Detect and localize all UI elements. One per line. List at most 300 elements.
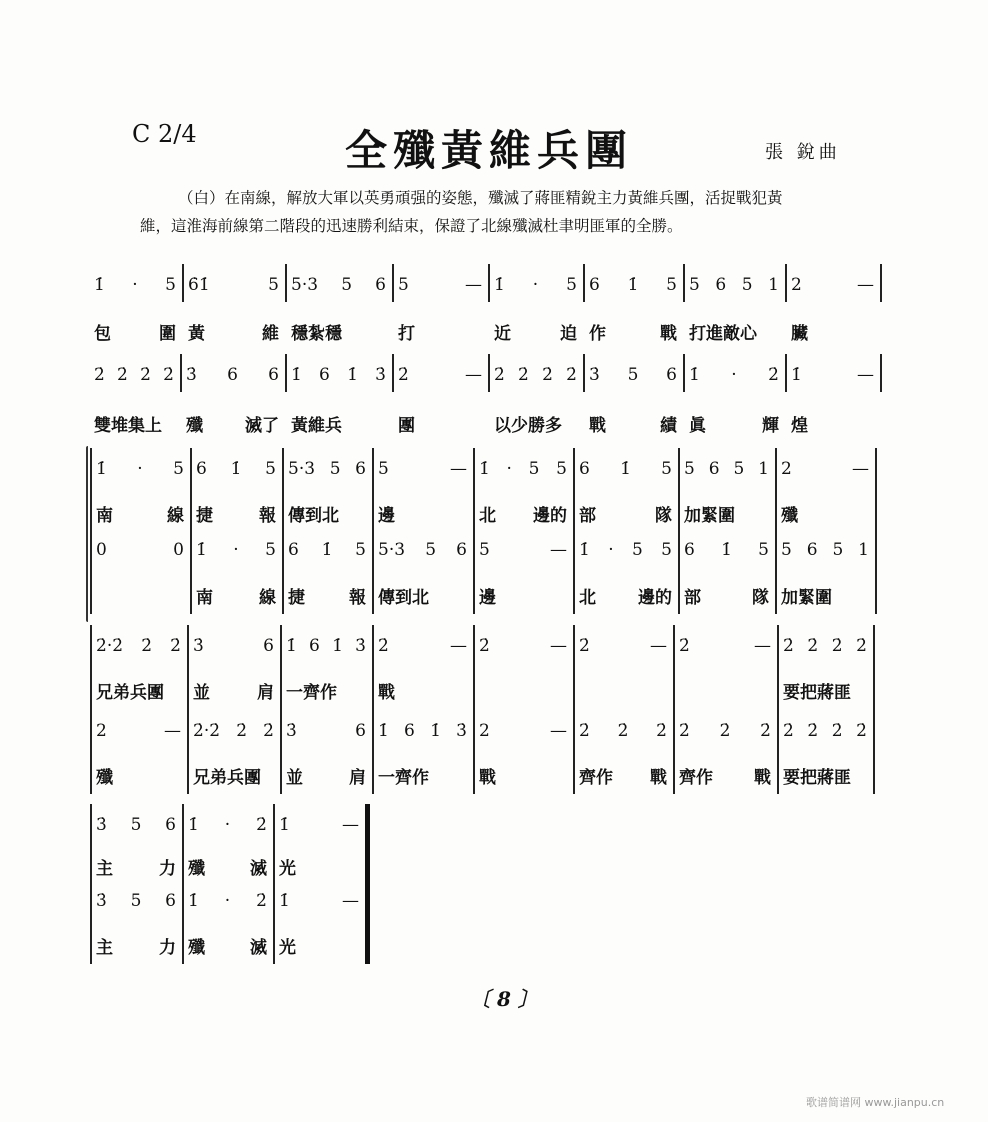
- lyric-text: 力: [159, 858, 176, 879]
- bar-line: [880, 264, 882, 302]
- lyric-text: 滅: [250, 937, 267, 958]
- lyric-text: 包: [94, 323, 111, 344]
- bar-line: [678, 448, 680, 614]
- note-measure: [583, 272, 683, 298]
- note: 3̇: [96, 815, 107, 835]
- note: 1̇: [230, 459, 242, 479]
- note: 2̇: [398, 365, 409, 385]
- bar-line: [392, 264, 394, 302]
- lyric-measure: [273, 932, 365, 958]
- note: 5: [832, 540, 844, 560]
- note: 3̇: [456, 721, 467, 741]
- note-measure: [673, 633, 777, 659]
- note-measure: [90, 812, 182, 838]
- note: 6: [806, 540, 818, 560]
- note: 1̇: [791, 365, 802, 385]
- note: 2̇: [579, 636, 590, 656]
- note: ·: [731, 365, 737, 385]
- lyric-measure: [187, 762, 280, 788]
- note-measure: [280, 718, 372, 744]
- note: 6: [227, 365, 238, 385]
- note: ·: [233, 540, 239, 560]
- note: ·: [224, 891, 231, 911]
- lyric-measure: [90, 853, 182, 879]
- note-measure: [583, 362, 683, 388]
- lyric-measure: [683, 318, 785, 344]
- bar-line: [90, 448, 92, 614]
- note: ·: [224, 815, 231, 835]
- note-measure: [473, 537, 573, 563]
- lyric-text: 並: [193, 682, 210, 703]
- lyric-text: 黃: [188, 323, 205, 344]
- note-measure: [775, 456, 875, 482]
- bar-line: [785, 354, 787, 392]
- note-measure: [190, 537, 282, 563]
- note: 6: [666, 365, 677, 385]
- note-measure: [473, 633, 573, 659]
- note-measure: [90, 633, 187, 659]
- lyric-text: 要把蔣匪: [783, 767, 851, 788]
- note-measure: [573, 537, 678, 563]
- note: 6: [355, 459, 366, 479]
- note: 6̇1̇: [188, 275, 210, 295]
- composer: 張 銳曲: [765, 142, 841, 163]
- note: 6: [589, 275, 600, 295]
- lyric-text: 煌: [791, 415, 808, 436]
- lyric-measure: [775, 582, 875, 608]
- lyric-measure: [90, 677, 187, 703]
- lyric-text: 以少勝多: [494, 415, 562, 436]
- bar-line: [573, 448, 575, 614]
- lyric-text: 績: [660, 415, 677, 436]
- note: 2̇: [263, 721, 274, 741]
- bar-line: [280, 625, 282, 794]
- intro-line-2: 維，這淮海前線第二階段的迅速勝利結束，保證了北線殲滅杜聿明匪軍的全勝。: [140, 217, 683, 235]
- lyric-text: 線: [259, 587, 276, 608]
- lyric-text: 要把蔣匪: [783, 682, 851, 703]
- bar-line: [372, 448, 374, 614]
- note-measure: [683, 272, 785, 298]
- note: 1̇: [494, 275, 505, 295]
- note: 2: [791, 275, 802, 295]
- lyric-measure: [88, 410, 180, 436]
- lyric-text: 戰: [660, 323, 677, 344]
- note: 2̇: [579, 721, 590, 741]
- note-measure: [182, 272, 285, 298]
- note-measure: [88, 362, 180, 388]
- note: 1: [858, 540, 869, 560]
- lyric-text: 滅了: [245, 415, 279, 436]
- lyric-measure: [182, 318, 285, 344]
- note: 2̇: [117, 365, 128, 385]
- lyric-measure: [372, 582, 473, 608]
- bar-line: [473, 625, 475, 794]
- note-measure: [273, 812, 365, 838]
- note-measure: [488, 362, 583, 388]
- song-title: 全殲黃維兵團: [345, 126, 634, 175]
- lyric-measure: [182, 853, 273, 879]
- note: 2̇: [783, 721, 794, 741]
- lyric-text: 隊: [752, 587, 769, 608]
- note: 5: [165, 275, 176, 295]
- note: 5: [781, 540, 792, 560]
- lyric-text: 邊: [479, 587, 496, 608]
- note: —: [450, 459, 467, 479]
- lyric-measure: [673, 762, 777, 788]
- lyric-measure: [285, 410, 392, 436]
- note: 5: [355, 540, 366, 560]
- note: 2̇: [807, 636, 819, 656]
- lyric-measure: [392, 318, 488, 344]
- note: 2̇: [679, 721, 690, 741]
- note: 2̇: [656, 721, 667, 741]
- note: 6: [268, 365, 279, 385]
- note: —: [465, 365, 482, 385]
- note: 5: [265, 540, 276, 560]
- note: 6: [715, 275, 727, 295]
- note: —: [450, 636, 467, 656]
- lyric-measure: [785, 410, 880, 436]
- lyric-text: 報: [259, 505, 276, 526]
- lyric-text: 並: [286, 767, 303, 788]
- note: 2: [479, 721, 490, 741]
- note: 5: [741, 275, 753, 295]
- note: 1̇: [279, 815, 290, 835]
- note: 1̇: [627, 275, 639, 295]
- note: 5: [479, 540, 490, 560]
- note: 5: [733, 459, 745, 479]
- note: 1̇: [347, 365, 358, 385]
- lyric-measure: [90, 932, 182, 958]
- lyric-measure: [583, 318, 683, 344]
- lyric-text: 一齊作: [286, 682, 337, 703]
- bar-line: [473, 448, 475, 614]
- bar-line: [880, 354, 882, 392]
- bar-line: [365, 804, 370, 964]
- lyric-measure: [392, 410, 488, 436]
- bar-line: [683, 354, 685, 392]
- lyric-measure: [573, 582, 678, 608]
- lyric-text: 兄弟兵團: [193, 767, 261, 788]
- note: —: [164, 721, 181, 741]
- lyric-text: 捷: [196, 505, 213, 526]
- lyric-text: 作: [589, 323, 606, 344]
- lyric-measure: [777, 762, 873, 788]
- note: 1̇: [479, 459, 490, 479]
- note: 1̇: [321, 540, 333, 560]
- lyric-text: 戰: [378, 682, 395, 703]
- note: 2̇: [679, 636, 690, 656]
- note: 5: [528, 459, 540, 479]
- note-measure: [372, 537, 473, 563]
- note: 6: [263, 636, 274, 656]
- note: 5: [556, 459, 567, 479]
- note-measure: [777, 633, 873, 659]
- note: —: [550, 721, 567, 741]
- note: 6: [355, 721, 366, 741]
- lyric-measure: [488, 318, 583, 344]
- page-number: 〔 8 〕: [470, 987, 538, 1011]
- note: 5: [425, 540, 437, 560]
- note-measure: [775, 537, 875, 563]
- lyric-measure: [473, 762, 573, 788]
- note: 2̇: [566, 365, 577, 385]
- lyric-measure: [777, 677, 873, 703]
- note: 2̇: [141, 636, 153, 656]
- note: 1̇: [188, 891, 199, 911]
- note: —: [342, 815, 359, 835]
- note-measure: [573, 718, 673, 744]
- lyric-text: 光: [279, 937, 296, 958]
- lyric-text: 打: [398, 323, 415, 344]
- note: 5: [130, 891, 142, 911]
- note: 2̇: [163, 365, 174, 385]
- note-measure: [90, 718, 187, 744]
- lyric-text: 力: [159, 937, 176, 958]
- note: 6: [684, 540, 695, 560]
- note: 1̇: [579, 540, 590, 560]
- bar-line: [873, 625, 875, 794]
- note: 6: [319, 365, 330, 385]
- note-measure: [777, 718, 873, 744]
- note: 2̇: [719, 721, 731, 741]
- note: 5: [566, 275, 577, 295]
- lyric-measure: [90, 500, 190, 526]
- note-measure: [392, 272, 488, 298]
- bar-line: [273, 804, 275, 964]
- note-measure: [282, 537, 372, 563]
- bar-line: [573, 625, 575, 794]
- lyric-text: 圍: [159, 323, 176, 344]
- lyric-measure: [775, 500, 875, 526]
- note: 6: [288, 540, 299, 560]
- lyric-measure: [90, 762, 187, 788]
- note: 2̇·2̇: [96, 636, 124, 656]
- lyric-text: 肩: [257, 682, 274, 703]
- lyric-measure: [282, 582, 372, 608]
- note: 2̇: [542, 365, 553, 385]
- note: 6: [375, 275, 386, 295]
- note: 2: [781, 459, 792, 479]
- note-measure: [90, 537, 190, 563]
- lyric-text: 主: [96, 937, 113, 958]
- lyric-measure: [372, 500, 473, 526]
- note-measure: [282, 456, 372, 482]
- lyric-measure: [573, 500, 678, 526]
- note: 2̇: [378, 636, 389, 656]
- lyric-measure: [473, 500, 573, 526]
- note: 2̇: [783, 636, 794, 656]
- lyric-measure: [678, 500, 775, 526]
- lyric-text: 戰: [754, 767, 771, 788]
- bar-line: [775, 448, 777, 614]
- lyric-text: 北: [479, 505, 496, 526]
- lyric-text: 部: [684, 587, 701, 608]
- lyric-measure: [280, 762, 372, 788]
- note-measure: [280, 633, 372, 659]
- note: 2̇: [140, 365, 151, 385]
- lyric-text: 黃維兵: [291, 415, 342, 436]
- note: 1̇: [96, 459, 107, 479]
- key-signature: C 2/4: [132, 120, 197, 148]
- lyric-text: 肩: [349, 767, 366, 788]
- lyric-text: 穩紮穩: [291, 323, 342, 344]
- lyric-text: 傳到北: [378, 587, 429, 608]
- lyric-text: 戰: [479, 767, 496, 788]
- note: 5: [130, 815, 142, 835]
- note: 2: [96, 721, 107, 741]
- note-measure: [90, 888, 182, 914]
- note: 3̇: [375, 365, 386, 385]
- note: 2̇·2̇: [193, 721, 221, 741]
- note: ·: [608, 540, 614, 560]
- bar-line: [785, 264, 787, 302]
- lyric-measure: [372, 762, 473, 788]
- lyric-measure: [187, 677, 280, 703]
- note: 5: [689, 275, 700, 295]
- note-measure: [573, 633, 673, 659]
- note: 5: [173, 459, 184, 479]
- lyric-measure: [473, 582, 573, 608]
- lyric-text: 打進敵心: [689, 323, 757, 344]
- note: 6: [165, 891, 176, 911]
- note: 2̇: [760, 721, 771, 741]
- lyric-measure: [372, 677, 473, 703]
- lyric-text: 殲: [186, 415, 203, 436]
- lyric-text: 殲: [781, 505, 798, 526]
- lyric-text: 南: [96, 505, 113, 526]
- note: 0: [96, 540, 107, 560]
- lyric-text: 殲: [96, 767, 113, 788]
- note-measure: [285, 362, 392, 388]
- note: 1̇: [94, 275, 105, 295]
- note: 1: [758, 459, 769, 479]
- lyric-measure: [88, 318, 182, 344]
- note-measure: [678, 537, 775, 563]
- lyric-measure: [673, 677, 777, 703]
- note: 1̇: [721, 540, 732, 560]
- lyric-text: 雙堆集上: [94, 415, 162, 436]
- note: 1̇: [286, 636, 297, 656]
- note: 6: [579, 459, 590, 479]
- note: 3̇: [355, 636, 366, 656]
- lyric-measure: [683, 410, 785, 436]
- bar-line: [282, 448, 284, 614]
- lyric-text: 捷: [288, 587, 305, 608]
- note-measure: [372, 718, 473, 744]
- note: 6: [404, 721, 415, 741]
- lyric-measure: [678, 582, 775, 608]
- lyric-measure: [785, 318, 880, 344]
- bar-line: [187, 625, 189, 794]
- bar-line: [182, 264, 184, 302]
- note: 5: [398, 275, 409, 295]
- note: 5·3: [291, 275, 319, 295]
- bar-line: [392, 354, 394, 392]
- lyric-measure: [190, 500, 282, 526]
- bar-line: [673, 625, 675, 794]
- bar-line: [777, 625, 779, 794]
- lyric-text: 傳到北: [288, 505, 339, 526]
- note: 1̇: [620, 459, 631, 479]
- note: 1: [768, 275, 779, 295]
- lyric-text: 輝: [762, 415, 779, 436]
- note: 2̇: [518, 365, 529, 385]
- note-measure: [187, 718, 280, 744]
- bar-line: [285, 354, 287, 392]
- lyric-measure: [488, 410, 583, 436]
- note: 2̇: [494, 365, 505, 385]
- bar-line: [182, 804, 184, 964]
- lyric-text: 齊作: [679, 767, 713, 788]
- note: ·: [532, 275, 539, 295]
- note-measure: [785, 272, 880, 298]
- bar-line: [488, 354, 490, 392]
- note: —: [852, 459, 869, 479]
- note: 5·3: [378, 540, 406, 560]
- lyric-text: 光: [279, 858, 296, 879]
- lyric-text: 加緊圍: [684, 505, 735, 526]
- note: 1̇: [291, 365, 302, 385]
- lyric-measure: [282, 500, 372, 526]
- lyric-measure: [473, 677, 573, 703]
- note-measure: [180, 362, 285, 388]
- bar-line: [190, 448, 192, 614]
- note: 5·3: [288, 459, 316, 479]
- note-measure: [392, 362, 488, 388]
- note: 5: [265, 459, 276, 479]
- lyric-text: 眞: [689, 415, 706, 436]
- lyric-measure: [280, 677, 372, 703]
- note: 6: [165, 815, 176, 835]
- note: 0: [173, 540, 184, 560]
- note-measure: [182, 888, 273, 914]
- note: 1̇: [430, 721, 441, 741]
- note-measure: [182, 812, 273, 838]
- lyric-text: 戰: [650, 767, 667, 788]
- note: 6: [309, 636, 320, 656]
- note: 5: [627, 365, 639, 385]
- note: 2̇: [256, 891, 267, 911]
- note: 6: [456, 540, 467, 560]
- lyric-text: 一齊作: [378, 767, 429, 788]
- note-measure: [573, 456, 678, 482]
- lyric-measure: [573, 677, 673, 703]
- note: 3̇: [589, 365, 600, 385]
- note: 6: [196, 459, 207, 479]
- note: 5: [666, 275, 677, 295]
- lyric-text: 加緊圍: [781, 587, 832, 608]
- lyric-measure: [583, 410, 683, 436]
- lyric-text: 臟: [791, 323, 808, 344]
- note: 2̇: [256, 815, 267, 835]
- note: 1̇: [378, 721, 389, 741]
- note: 3̇: [186, 365, 197, 385]
- note-measure: [90, 456, 190, 482]
- note-measure: [473, 456, 573, 482]
- bar-line: [488, 264, 490, 302]
- lyric-text: 邊的: [638, 587, 672, 608]
- note: 2̇: [170, 636, 181, 656]
- note: —: [650, 636, 667, 656]
- note: 1̇: [188, 815, 199, 835]
- lyric-text: 線: [167, 505, 184, 526]
- note: 5: [758, 540, 769, 560]
- note: —: [857, 275, 874, 295]
- note: —: [465, 275, 482, 295]
- bar-line: [875, 448, 877, 614]
- bar-line: [372, 625, 374, 794]
